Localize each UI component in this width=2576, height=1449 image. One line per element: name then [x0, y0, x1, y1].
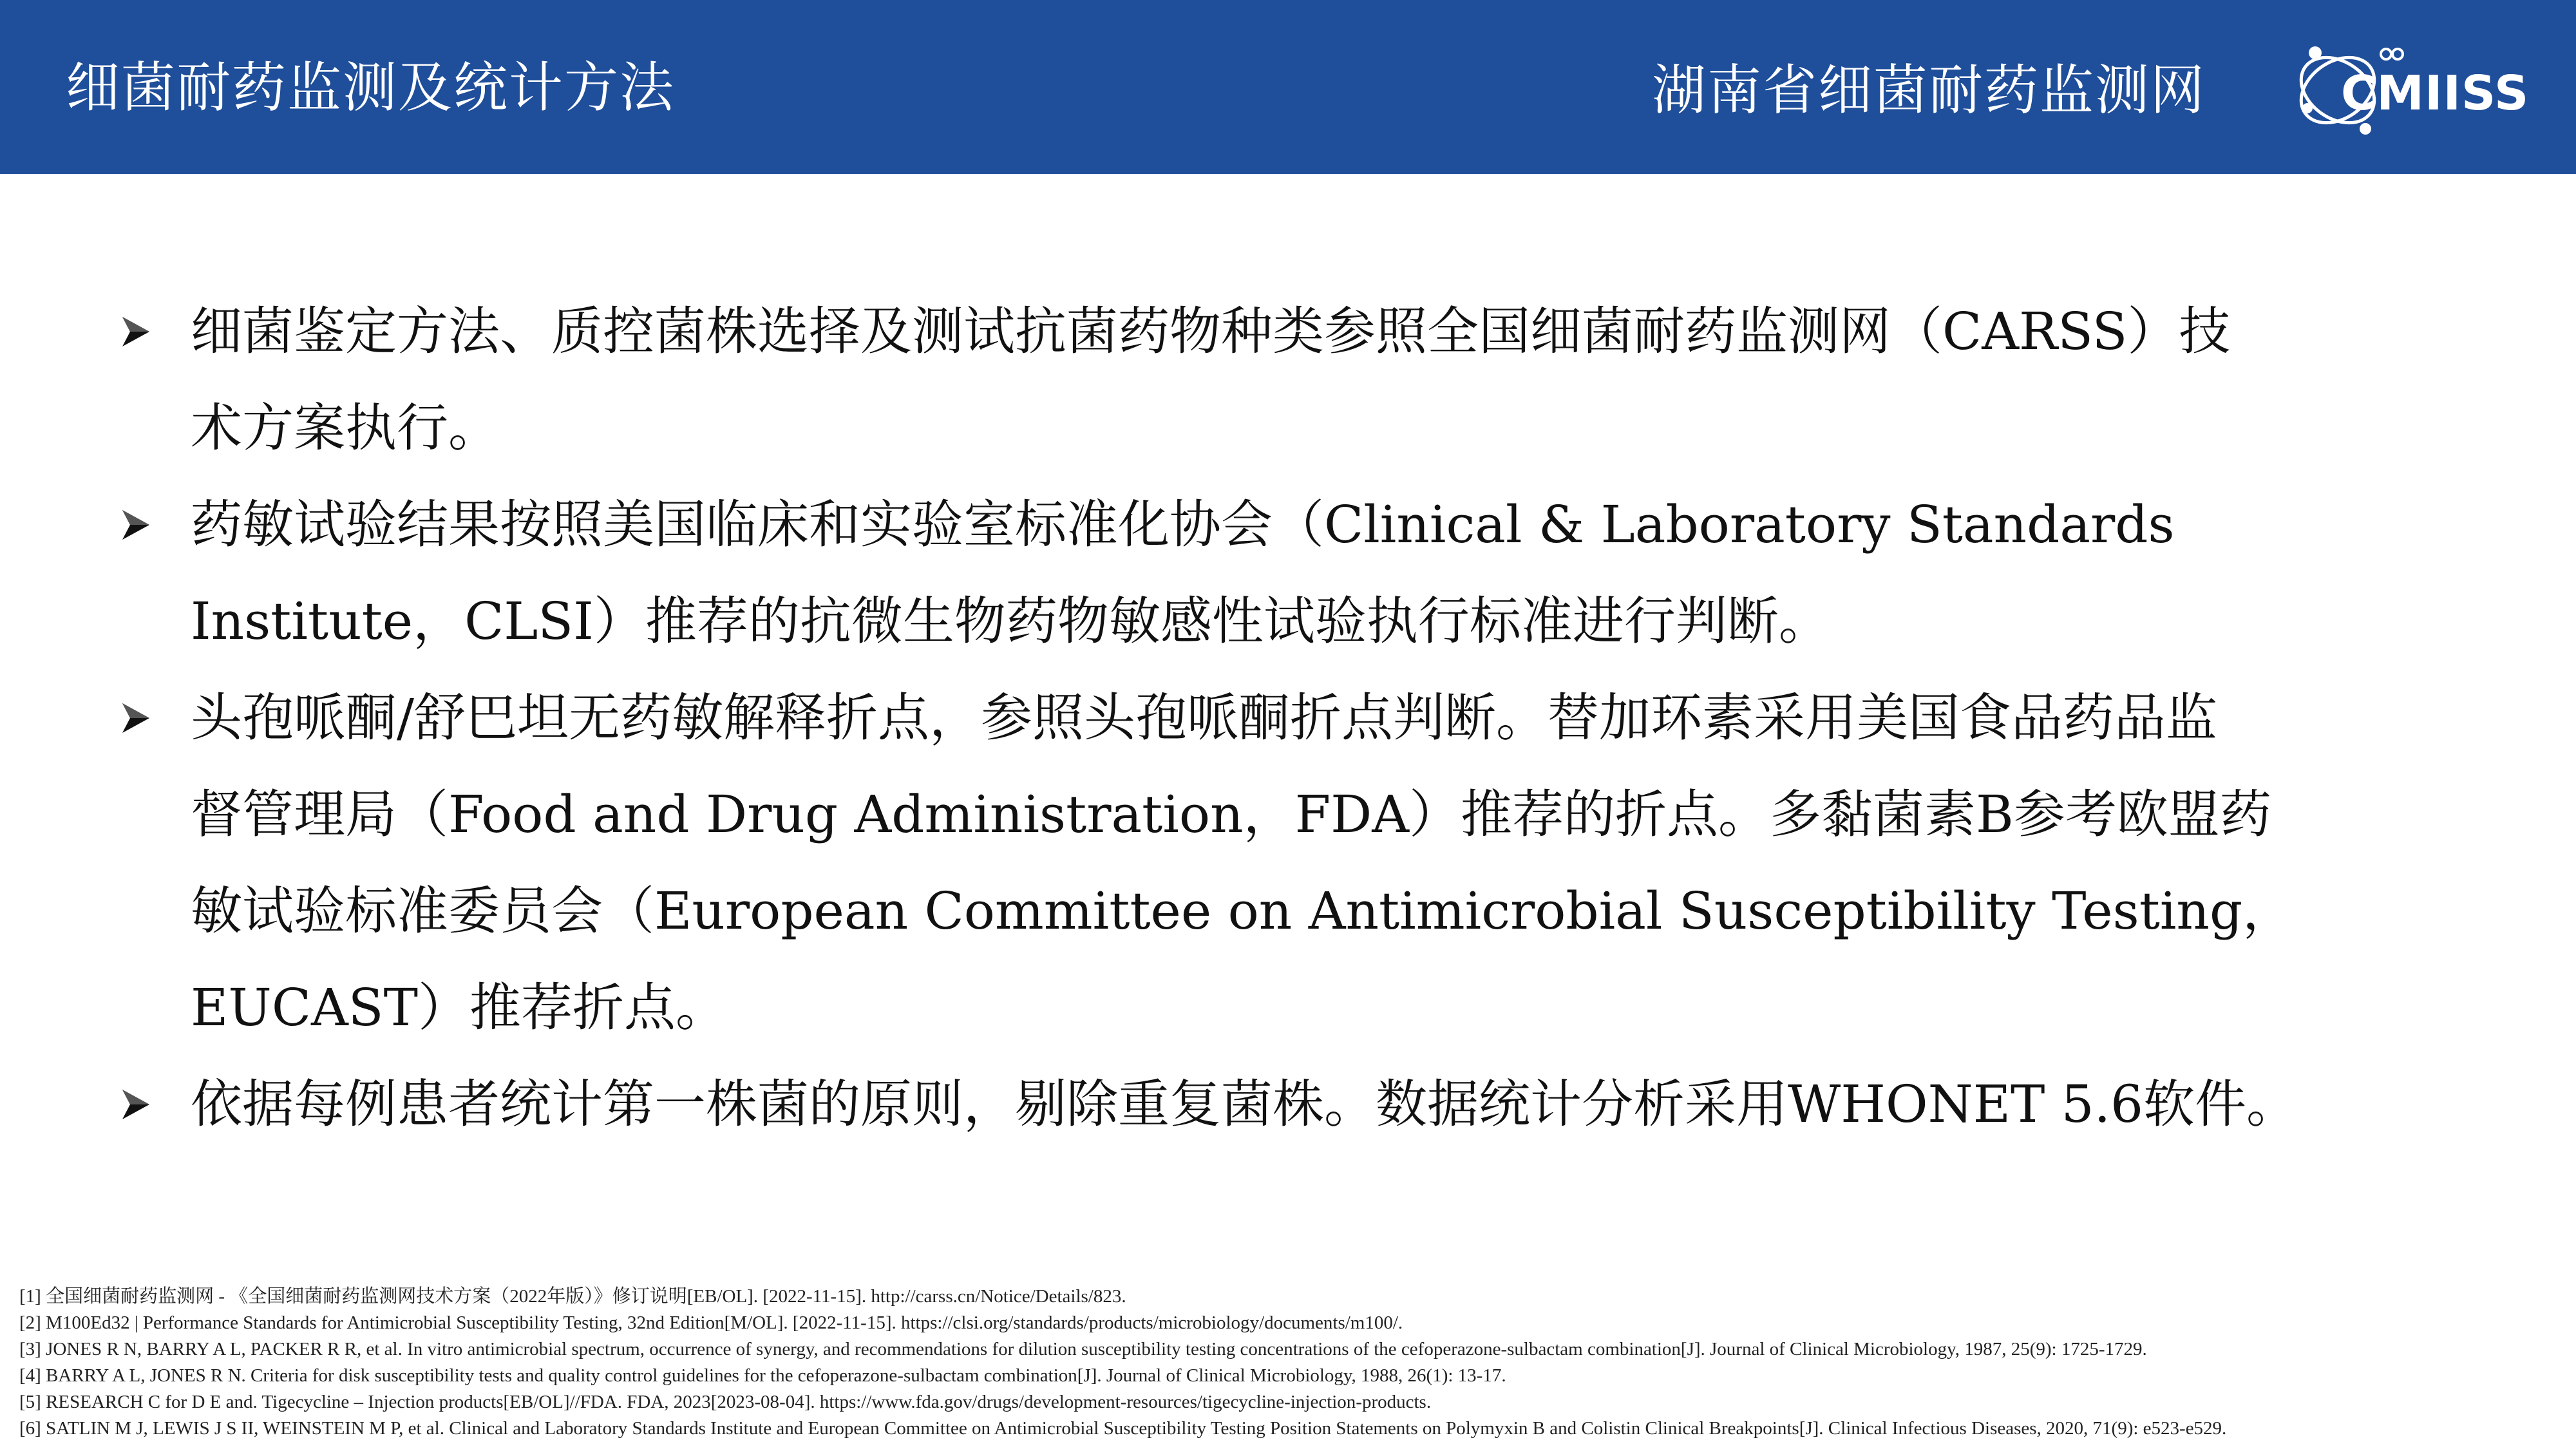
bullet-line: 药敏试验结果按照美国临床和实验室标准化协会（Clinical & Laboratory Standards: [191, 495, 2175, 554]
bullet-line: 术方案执行。: [191, 398, 500, 458]
header-bar: [0, 0, 2576, 174]
slide-title: 细菌耐药监测及统计方法: [66, 56, 676, 119]
arrow-bullet-icon: [120, 283, 158, 380]
bullet-line: 敏试验标准委员会（European Committee on Antimicrobial Susceptibility Testing，: [191, 881, 2295, 941]
bullet-list: [120, 283, 2374, 1153]
arrow-bullet-icon: [120, 477, 158, 573]
reference-item: [5] RESEARCH C for D E and. Tigecycline – Injection products[EB/OL]//FDA. FDA, 2023[2023-08-04]. https://www.fda.gov/drugs/development-resources/tigecycline-injection-products.: [19, 1392, 1432, 1412]
bullet-line: 依据每例患者统计第一株菌的原则，剔除重复菌株。数据统计分析采用WHONET 5.6软件。: [191, 1074, 2298, 1134]
bullet-line: 督管理局（Food and Drug Administration，FDA）推荐的折点。多黏菌素B参考欧盟药: [191, 784, 2271, 844]
organization-name: 湖南省细菌耐药监测网: [1652, 59, 2206, 122]
references: [19, 1283, 2570, 1442]
arrow-bullet-icon: [120, 1056, 158, 1153]
reference-item: [1] 全国细菌耐药监测网 - 《全国细菌耐药监测网技术方案（2022年版）》修订说明[EB/OL]. [2022-11-15]. http://carss.cn/Notice/Details/823.: [19, 1286, 1126, 1307]
bullet-item: [120, 1056, 2374, 1153]
reference-item: [2] M100Ed32 | Performance Standards for Antimicrobial Susceptibility Testing, 32nd Edition[M/OL]. [2022-11-15]. https://clsi.org/standards/products/microbiology/documents/m100/.: [19, 1312, 1403, 1333]
bullet-item: [120, 670, 2374, 1056]
reference-item: [3] JONES R N, BARRY A L, PACKER R R, et al. In vitro antimicrobial spectrum, occurrence of synergy, and recommendations for dilution susceptibility testing concentrations of the cefoperazone-sulbactam combination[J]. Journal of Clinical Microbiology, 1987, 25(9): 1725-1729.: [19, 1339, 2147, 1359]
reference-item: [6] SATLIN M J, LEWIS J S II, WEINSTEIN M P, et al. Clinical and Laboratory Standards Institute and European Committee on Antimicrobial Susceptibility Testing Position Statements on Polymyxin B and Colistin Clinical Breakpoints[J]. Clinical Infectious Diseases, 2020, 71(9): e523-e529.: [19, 1418, 2227, 1439]
bullet-line: 头孢哌酮/舒巴坦无药敏解释折点，参照头孢哌酮折点判断。替加环素采用美国食品药品监: [191, 688, 2217, 748]
arrow-bullet-icon: [120, 670, 158, 766]
bullet-item: [120, 283, 2374, 477]
reference-item: [4] BARRY A L, JONES R N. Criteria for disk susceptibility tests and quality control guidelines for the cefoperazone-sulbactam combination[J]. Journal of Clinical Microbiology, 1988, 26(1): 13-17.: [19, 1365, 1506, 1386]
bullet-line: EUCAST）推荐折点。: [191, 978, 727, 1037]
bullet-line: 细菌鉴定方法、质控菌株选择及测试抗菌药物种类参照全国细菌耐药监测网（CARSS）技: [191, 301, 2231, 361]
bullet-item: [120, 477, 2374, 670]
bullet-line: Institute，CLSI）推荐的抗微生物药物敏感性试验执行标准进行判断。: [191, 591, 1830, 651]
logo-text: CMIISS: [2341, 66, 2530, 121]
cmiiss-logo: [2289, 26, 2530, 155]
